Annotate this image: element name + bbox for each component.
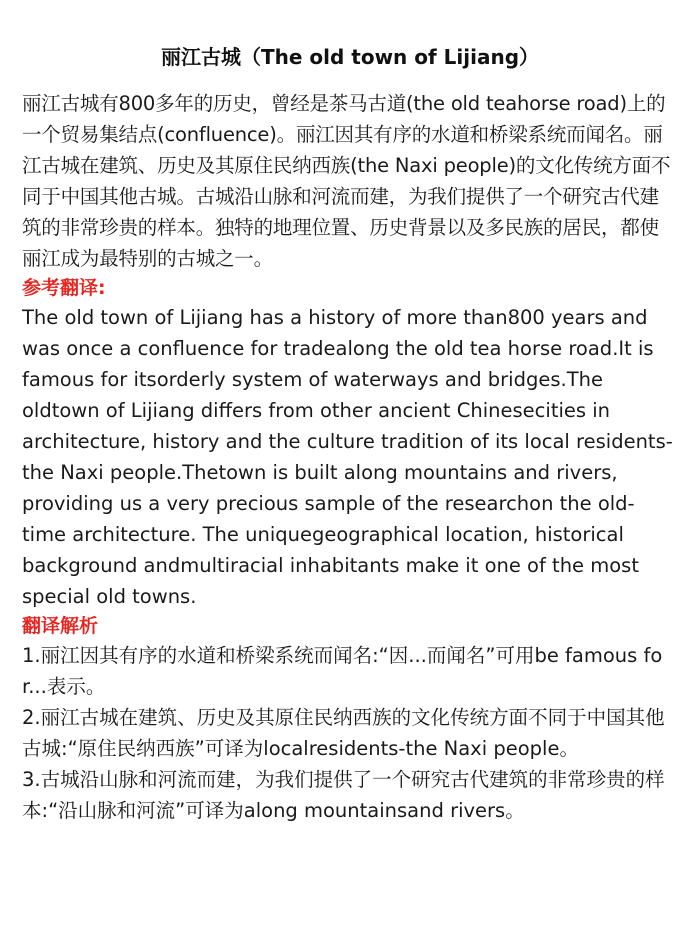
translation-analysis-heading: 翻译解析 [22,615,99,637]
chinese-paragraph: 丽江古城有800多年的历史，曾经是茶马古道(the old teahorse road)上的一个贸易集结点(confluence)。丽江因其有序的水道和桥梁系统而闻名。丽江古城在建筑、历史及其原住民纳西族(the Naxi people)的文化传统方面不同于中国其他古城。古城沿山脉和河流而建，为我们提供了一个研究古代建筑的非常珍贵的样本。独特的地理位置、历史背景以及多民族的居民，都使丽江成为最特别的古城之一。 [22,92,671,270]
english-translation-paragraph: The old town of Lijiang has a history of more than800 years and was once a confluence for tradealong the old tea horse road.It is famous for itsorderly system of waterways and bridges.The oldtown of Lijiang differs from other ancient Chinesecities in architecture, history and the culture tradition of its local residents-the Naxi people.Thetown is built along mountains and rivers, providing us a very precious sample of the researchon the old-time architecture. The uniquegeographical location, historical background andmultiracial inhabitants make it one of the most special old towns. [22,306,673,608]
page-title: 丽江古城（The old town of Lijiang） [160,45,540,69]
analysis-list [22,640,678,826]
analysis-item-1: 1.丽江因其有序的水道和桥梁系统而闻名:“因...而闻名”可用be famous for...表示。 [22,644,663,698]
reference-translation-heading: 参考翻译: [22,277,106,299]
analysis-item-3: 3.古城沿山脉和河流而建，为我们提供了一个研究古代建筑的非常珍贵的样本:“沿山脉和河流”可译为along mountainsand rivers。 [22,768,665,822]
analysis-item-2: 2.丽江古城在建筑、历史及其原住民纳西族的文化传统方面不同于中国其他古城:“原住民纳西族”可译为localresidents-the Naxi people。 [22,706,665,760]
